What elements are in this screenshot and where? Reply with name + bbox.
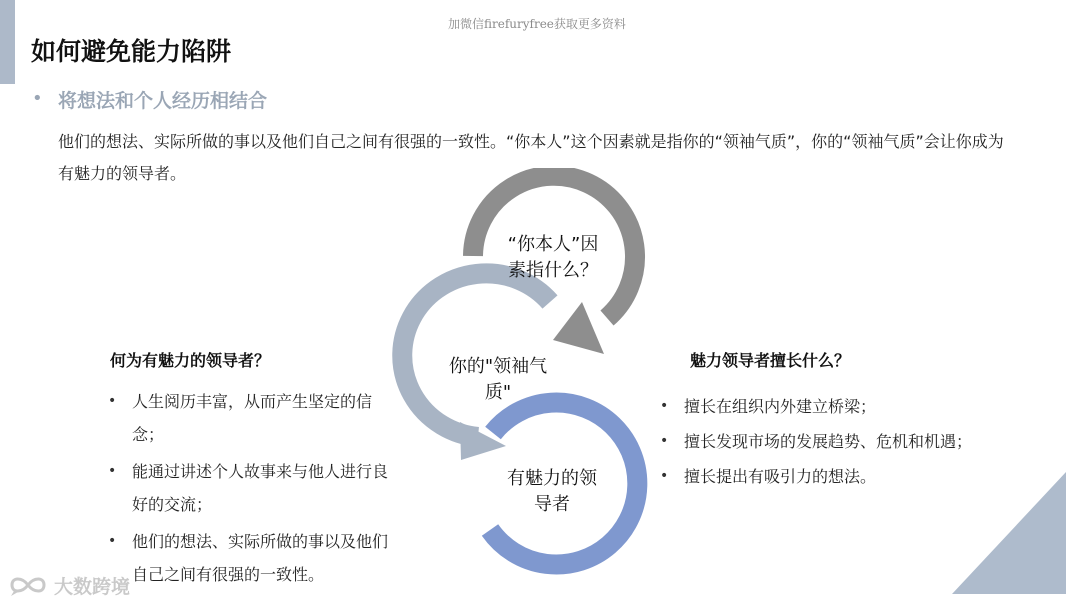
subheading-bullet: • <box>32 88 43 109</box>
list-item <box>658 424 978 459</box>
list-item <box>106 385 391 451</box>
title-accent-bar <box>0 0 15 84</box>
bullet-dot: • <box>108 533 117 549</box>
infinity-speech-icon <box>8 573 48 597</box>
list-item-text: 擅长提出有吸引力的想法。 <box>684 467 877 486</box>
list-item-text: 人生阅历丰富，从而产生坚定的信念； <box>132 392 373 444</box>
brand-name: 大数跨境 <box>54 575 131 598</box>
list-item <box>658 389 978 424</box>
bullet-dot: • <box>108 463 117 479</box>
brand-watermark <box>8 571 130 599</box>
list-item-text: 擅长发现市场的发展趋势、危机和机遇； <box>684 432 973 451</box>
diagram-label-charisma <box>432 354 564 406</box>
left-panel-heading: 何为有魅力的领导者？ <box>110 351 271 370</box>
diagram-label-you <box>488 232 618 284</box>
right-panel-heading: 魅力领导者擅长什么？ <box>690 351 851 370</box>
corner-triangle-decoration <box>952 472 1066 594</box>
watermark-text: 加微信firefuryfree获取更多资料 <box>448 17 626 31</box>
diagram-label-leader-line1: 有魅力的领 <box>507 468 597 489</box>
diagram-label-you-line1: “你本人”因 <box>507 234 599 255</box>
intro-paragraph: 他们的想法、实际所做的事以及他们自己之间有很强的一致性。“你本人”这个因素就是指你的“领袖气质”，你的“领袖气质”会让你成为有魅力的领导者。 <box>58 132 1004 183</box>
diagram-label-charisma-line2: 质" <box>484 382 512 403</box>
list-item <box>106 525 391 591</box>
list-item-text: 他们的想法、实际所做的事以及他们自己之间有很强的一致性。 <box>132 532 389 584</box>
subheading: 将想法和个人经历相结合 <box>58 90 268 112</box>
list-item-text: 能通过讲述个人故事来与他人进行良好的交流； <box>132 462 389 514</box>
diagram-label-you-line2: 素指什么？ <box>508 260 598 281</box>
bullet-dot: • <box>108 393 117 409</box>
left-panel-list <box>106 385 391 595</box>
diagram-label-leader-line2: 导者 <box>534 494 570 515</box>
list-item <box>658 459 978 494</box>
list-item <box>106 455 391 521</box>
diagram-label-leader <box>494 466 610 518</box>
bullet-dot: • <box>660 398 669 414</box>
bullet-dot: • <box>660 468 669 484</box>
bullet-dot: • <box>660 433 669 449</box>
right-panel-list <box>658 389 978 494</box>
slide-title: 如何避免能力陷阱 <box>31 37 232 66</box>
top-ring-arrowhead <box>553 302 604 354</box>
diagram-label-charisma-line1: 你的"领袖气 <box>448 356 548 377</box>
list-item-text: 擅长在组织内外建立桥梁； <box>684 397 877 416</box>
